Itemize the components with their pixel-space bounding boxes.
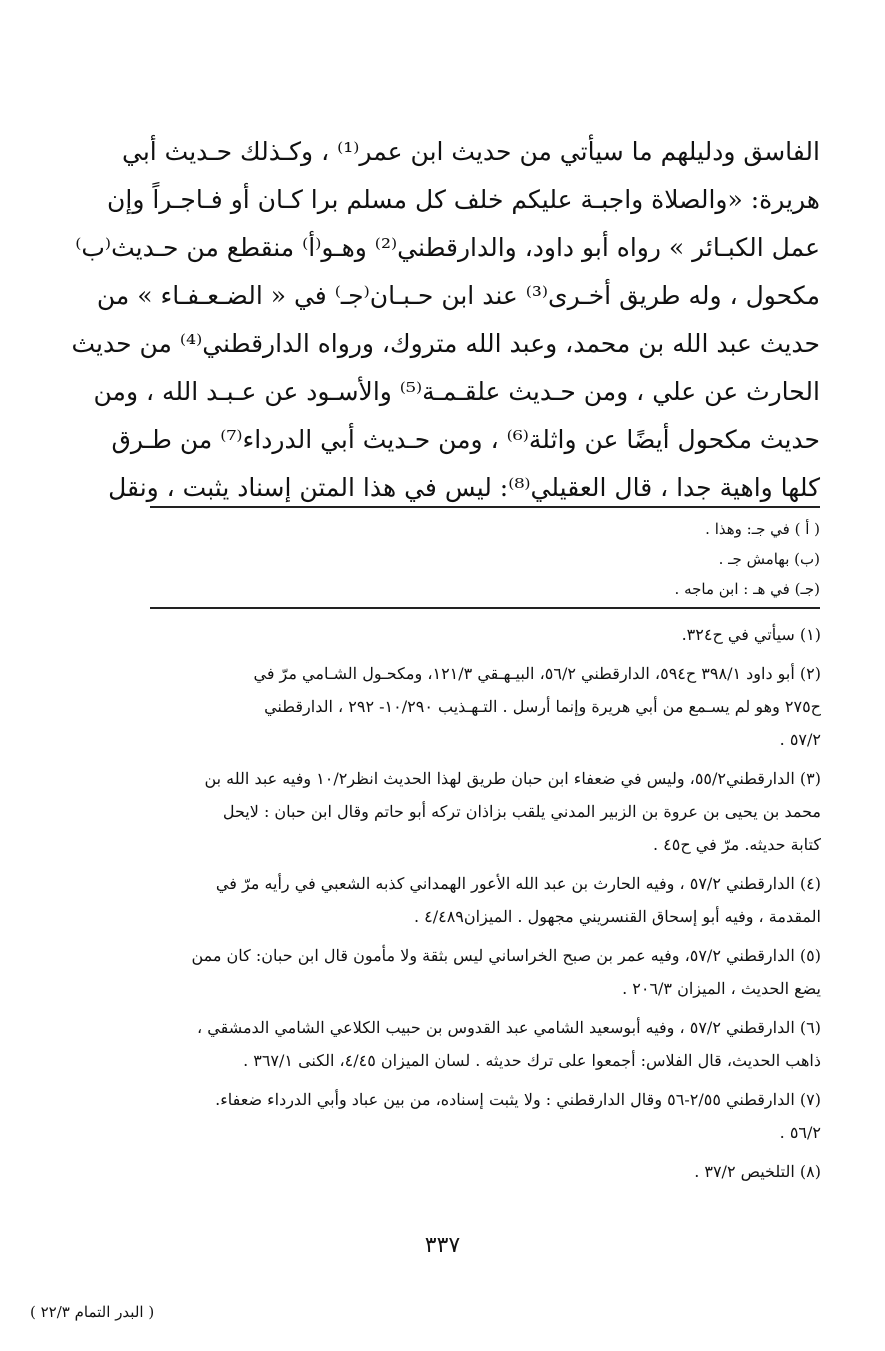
main-text-line: الفاسق ودليلهم ما سيأتي من حديث ابن عمر⁽¹⁾ ، وكـذلك حـديث أبي: [121, 137, 820, 166]
footnote-line: (٢) أبو داود ٣٩٨/١ ح٥٩٤، الدارقطني ٥٦/٢، البيـهـقي ١٢١/٣، ومكحـول الشـامي مرّ في: [253, 664, 821, 683]
footnote-line: (٧) الدارقطني ٢/٥٥-٥٦ وقال الدارقطني : ولا يثبت إسناده، من بين عباد وأبي الدرداء ضعفاء.: [215, 1090, 821, 1109]
main-text-line: حديث عبد الله بن محمد، وعبد الله متروك، ورواه الدارقطني⁽⁴⁾ من حديث: [71, 329, 820, 358]
footnote-line: كتابة حديثه. مرّ في ح٤٥ .: [653, 835, 821, 854]
footnote-line: محمد بن يحيى بن عروة بن الزبير المدني يلقب بزاذان تركه أبو حاتم وقال ابن حبان : لايحل: [222, 802, 821, 821]
footnote-line: ذاهب الحديث، قال الفلاس: أجمعوا على ترك حديثه . لسان الميزان ٤/٤٥، الكنى ٣٦٧/١ .: [243, 1051, 821, 1070]
footnote-divider-top: [150, 506, 820, 508]
page-number: ٣٣٧: [424, 1233, 461, 1258]
main-text-line: كلها واهية جدا ، قال العقيلي⁽⁸⁾: ليس في هذا المتن إسناد يثبت ، ونقل: [108, 473, 820, 502]
footnote-line: المقدمة ، وفيه أبو إسحاق القنسريني مجهول . الميزان٤/٤٨٩ .: [413, 907, 821, 926]
footnote-line: (٨) التلخيص ٣٧/٢ .: [694, 1162, 821, 1181]
footnote-line: (١) سيأتي في ح٣٢٤.: [681, 625, 821, 644]
main-text-line: الحارث عن علي ، ومن حـديث علقـمـة⁽⁵⁾ والأسـود عن عـبـد الله ، ومن: [93, 377, 820, 406]
main-text-line: مكحول ، وله طريق أخـرى⁽³⁾ عند ابن حـبـان⁽جـ⁾ في « الضـعـفـاء » من: [96, 281, 820, 310]
footnote-line: (٣) الدارقطني٥٥/٢، وليس في ضعفاء ابن حبان طريق لهذا الحديث انظر١٠/٢ وفيه عبد الله بن: [204, 769, 821, 788]
variant-notes: [150, 514, 820, 604]
footnote-line: (٤) الدارقطني ٥٧/٢ ، وفيه الحارث بن عبد الله الأعور الهمداني كذبه الشعبي في رأيه مرّ في: [215, 874, 821, 893]
footnote-6: [145, 1011, 821, 1077]
footnote-3: [145, 762, 821, 861]
footnote-7: [145, 1083, 821, 1149]
variant-note: ( أ ) في جـ: وهذا .: [705, 520, 820, 538]
footnote-divider-bottom: [150, 607, 820, 609]
footnote-1: [145, 618, 821, 651]
main-text-line: حديث مكحول أيضًا عن واثلة⁽⁶⁾ ، ومن حـديث أبي الدرداء⁽⁷⁾ من طـرق: [111, 425, 820, 454]
numbered-footnotes: [145, 618, 821, 1194]
main-text-line: عمل الكبـائر » رواه أبو داود، والدارقطني⁽²⁾ وهـو⁽أ⁾ منقطع من حـديث⁽ب⁾: [75, 233, 820, 262]
footnote-line: (٦) الدارقطني ٥٧/٢ ، وفيه أبوسعيد الشامي عبد القدوس بن حبيب الكلاعي الشامي الدمشقي ،: [197, 1018, 821, 1037]
footnote-line: ح٢٧٥ وهو لم يسـمع من أبي هريرة وإنما أرسل . التـهـذيب ١٠/٢٩٠- ٢٩٢ ، الدارقطني: [264, 697, 821, 716]
footnote-line: ٥٦/٢ .: [779, 1123, 821, 1142]
footnote-4: [145, 867, 821, 933]
main-text: [71, 128, 820, 512]
footnote-5: [145, 939, 821, 1005]
footnote-line: يضع الحديث ، الميزان ٢٠٦/٣ .: [622, 979, 821, 998]
book-reference: ( البدر التمام ٢٢/٣ ): [30, 1303, 155, 1321]
variant-note: (جـ) في هـ : ابن ماجه .: [674, 580, 820, 598]
footnote-line: (٥) الدارقطني ٥٧/٢، وفيه عمر بن صبح الخراساني ليس بثقة ولا مأمون قال ابن حبان: كان ممن: [191, 946, 821, 965]
footnote-line: ٥٧/٢ .: [779, 730, 821, 749]
main-text-line: هريرة: «والصلاة واجبـة عليكم خلف كل مسلم برا كـان أو فـاجـراً وإن: [107, 185, 820, 214]
variant-note: (ب) بهامش جـ .: [718, 550, 820, 568]
footnote-2: [145, 657, 821, 756]
footnote-8: [145, 1155, 821, 1188]
